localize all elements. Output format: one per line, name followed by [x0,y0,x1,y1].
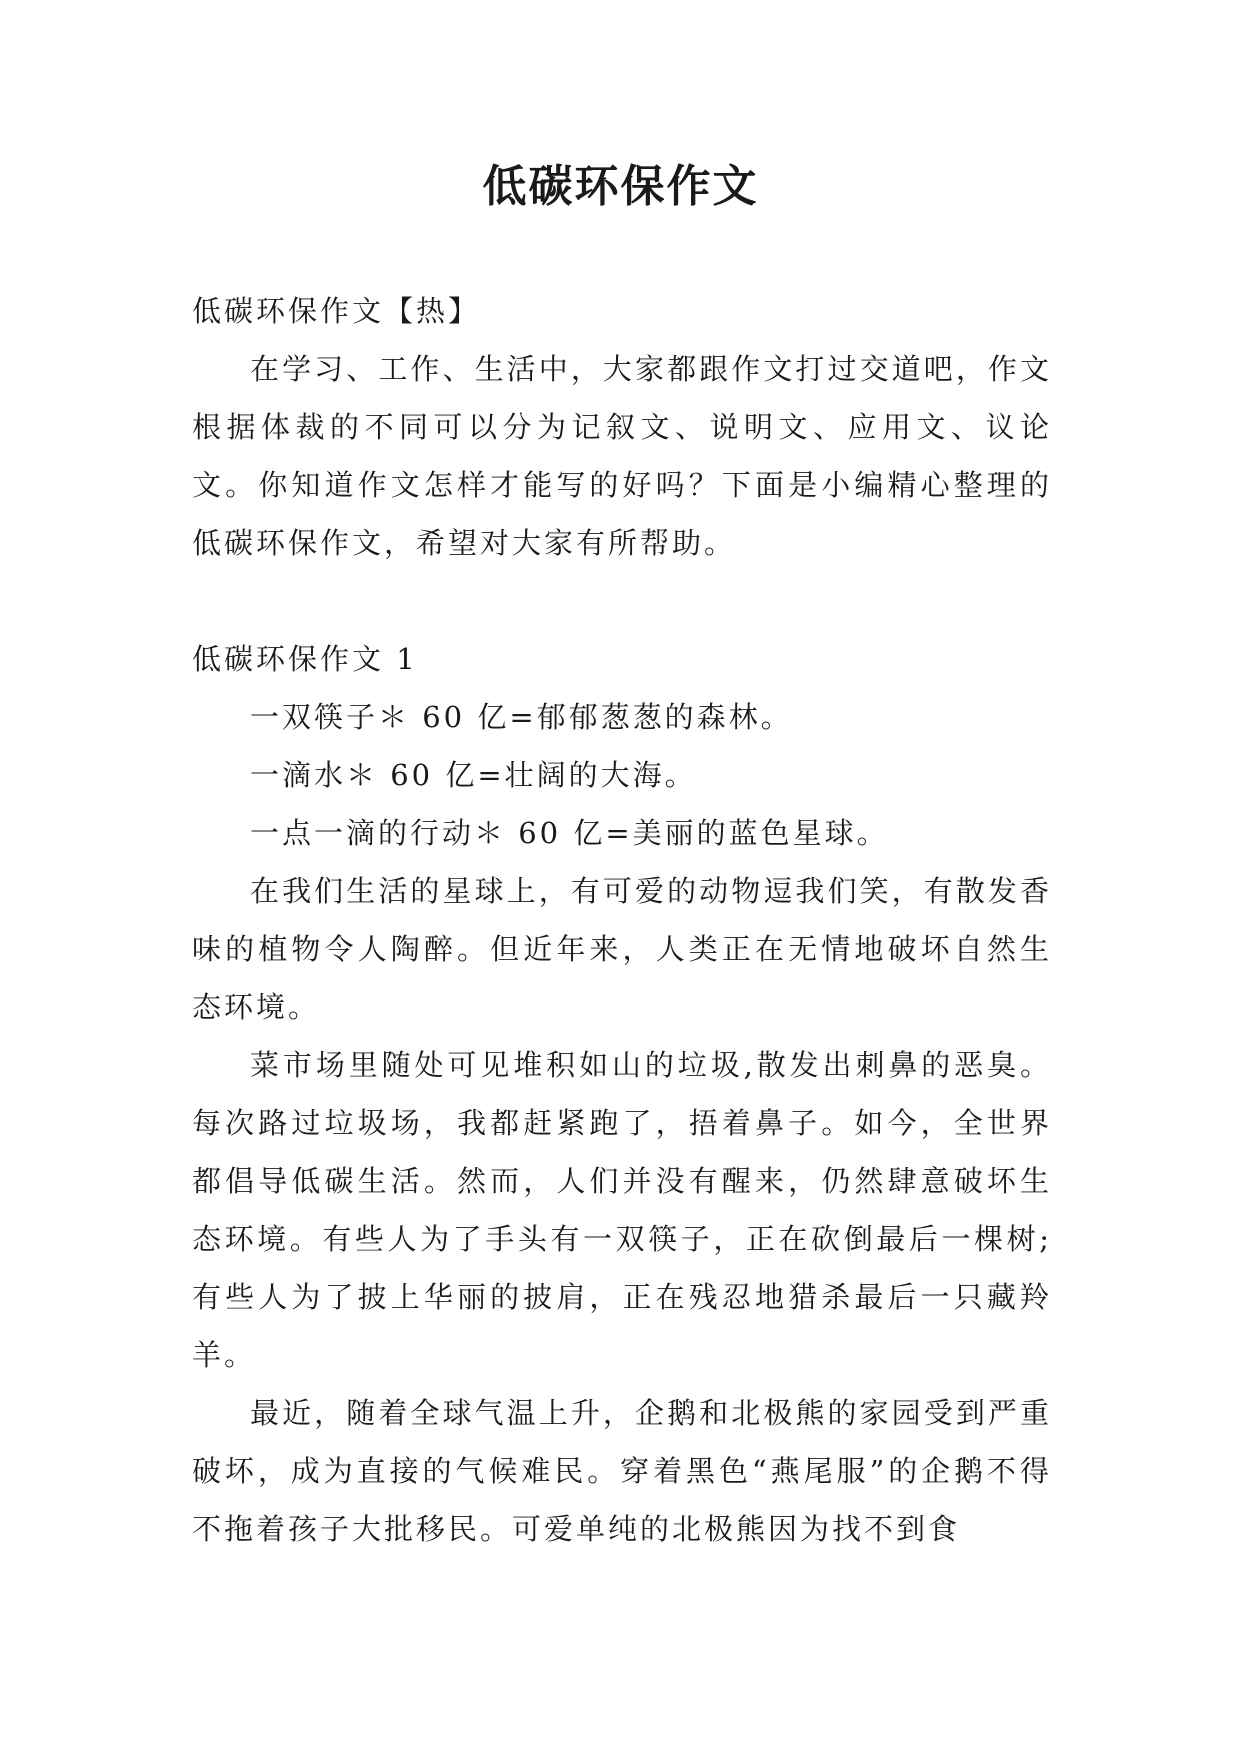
document-title: 低碳环保作文 [482,161,759,212]
intro-heading: 低碳环保作文【热】 [192,294,481,328]
body-paragraph: 最近，随着全球气温上升，企鹅和北极熊的家园受到严重破坏，成为直接的气候难民。穿着黑色“燕尾服”的企鹅不得不拖着孩子大批移民。可爱单纯的北极熊因为找不到食 [192,1396,1052,1546]
section-heading: 低碳环保作文 1 [192,642,418,676]
body-paragraph: 一滴水＊ 60 亿=壮阔的大海。 [250,758,697,792]
body-paragraph: 一点一滴的行动＊ 60 亿=美丽的蓝色星球。 [250,816,889,850]
body-paragraph: 在我们生活的星球上，有可爱的动物逗我们笑，有散发香味的植物令人陶醉。但近年来，人类正在无情地破坏自然生态环境。 [192,874,1052,1024]
document-body [192,282,1052,1558]
intro-paragraph: 在学习、工作、生活中，大家都跟作文打过交道吧，作文根据体裁的不同可以分为记叙文、说明文、应用文、议论文。你知道作文怎样才能写的好吗？下面是小编精心整理的低碳环保作文，希望对大家有所帮助。 [192,352,1052,560]
body-paragraph: 一双筷子＊ 60 亿=郁郁葱葱的森林。 [250,700,793,734]
section-spacer [192,572,1052,630]
body-paragraph: 菜市场里随处可见堆积如山的垃圾,散发出刺鼻的恶臭。每次路过垃圾场，我都赶紧跑了，捂着鼻子。如今，全世界都倡导低碳生活。然而，人们并没有醒来，仍然肆意破坏生态环境。有些人为了手头有一双筷子，正在砍倒最后一棵树;有些人为了披上华丽的披肩，正在残忍地猎杀最后一只藏羚羊。 [192,1048,1052,1372]
